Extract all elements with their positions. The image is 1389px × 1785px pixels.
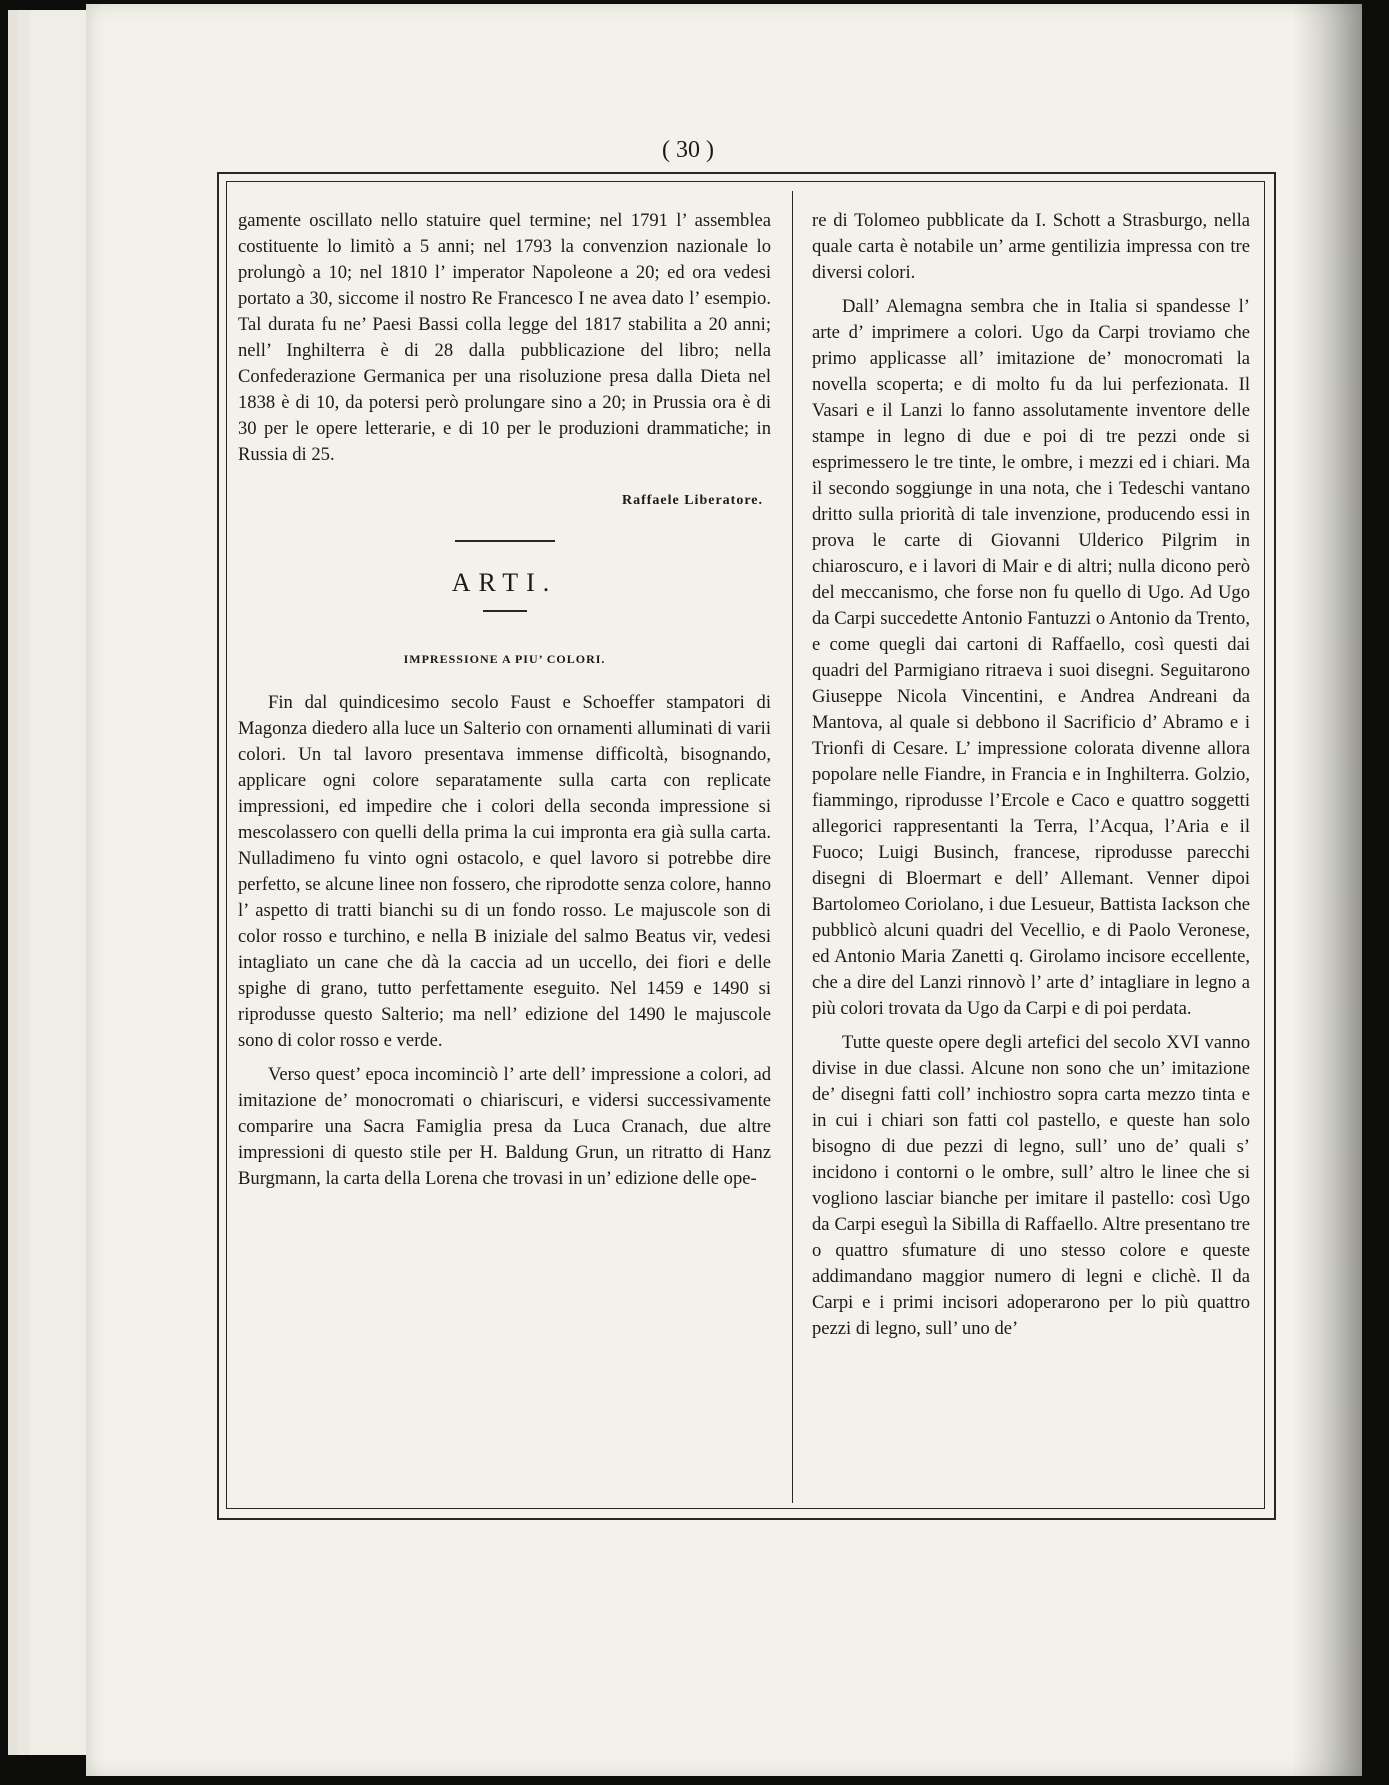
page-edge bbox=[30, 10, 91, 1755]
article-subtitle: IMPRESSIONE A PIU’ COLORI. bbox=[403, 652, 606, 666]
right-column bbox=[812, 208, 1250, 1350]
title-divider bbox=[483, 610, 527, 612]
paragraph: Fin dal quindicesimo secolo Faust e Schoeffer stampatori di Magonza diedero alla luce un Salterio con ornamenti alluminati di varii colori. Un tal lavoro presentava immense difficoltà, bisognando, applicare ogni colore separatamente sulla carta con replicate impressioni, ed impedire che i colori della seconda impressione si mescolassero con quelli della prima la cui impronta era già sulla carta. Nulladimeno fu vinto ogni ostacolo, e quel lavoro si potrebbe dire perfetto, se alcune linee non fossero, che riprodotte senza colore, hanno l’ aspetto di tratti bianchi su di un fondo rosso. Le majuscole son di color rosso e turchino, e nella B iniziale del salmo Beatus vir, vedesi intagliato un cane che dà la caccia ad un uccello, dei fiori e delle spighe di grano, tutto perfettamente eseguito. Nel 1459 e 1490 si riprodusse questo Salterio; ma nell’ edizione del 1490 le majuscole sono di color rosso e verde. bbox=[238, 692, 771, 1051]
paragraph: Tutte queste opere degli artefici del secolo XVI vanno divise in due classi. Alcune non sono che un’ imitazione de’ disegni fatti coll’ inchiostro sopra carta mezzo tinta e in cui i chiari son fatti col pastello, e queste han solo bisogno di due pezzi di legno, sull’ uno de’ quali s’ incidono i contorni o le ombre, sull’ altro le linee che si vogliono lasciar bianche per imitare il pastello: così Ugo da Carpi eseguì la Sibilla di Raffaello. Altre presentano tre o quattro sfumature di uno stesso colore e queste addimandano maggior numero di legni e clichè. Il da Carpi e i primi incisori adoperarono per lo più quattro pezzi di legno, sull’ uno de’ bbox=[812, 1032, 1250, 1339]
section-divider bbox=[455, 540, 555, 542]
author-signature: Raffaele Liberatore. bbox=[621, 493, 763, 508]
section-title: ARTI. bbox=[451, 568, 558, 597]
left-column bbox=[238, 208, 771, 1200]
paragraph: gamente oscillato nello statuire quel termine; nel 1791 l’ assemblea costituente lo limitò a 5 anni; nel 1793 la convenzion nazionale lo prolungò a 10; nel 1810 l’ imperator Napoleone a 20; ed ora vedesi portato a 30, siccome il nostro Re Francesco I ne avea dato l’ esempio. Tal durata fu ne’ Paesi Bassi colla legge del 1817 stabilita a 20 anni; nell’ Inghilterra è di 28 dalla pubblicazione del libro; nella Confederazione Germanica per una risoluzione presa dalla Dieta nel 1838 è di 10, da potersi però prolungare sino a 20; in Prussia ora è di 30 per le opere letterarie, e di 10 per le produzioni drammatiche; in Russia di 25. bbox=[238, 210, 771, 465]
page-number: ( 30 ) bbox=[662, 137, 714, 163]
page-gutter-shadow bbox=[1292, 4, 1362, 1776]
paragraph: Dall’ Alemagna sembra che in Italia si spandesse l’ arte d’ imprimere a colori. Ugo da Carpi troviamo che primo applicasse all’ imitazione de’ monocromati la novella scoperta; e di molto fu da lui perfezionata. Il Vasari e il Lanzi lo fanno assolutamente inventore delle stampe in legno di due e poi di tre pezzi onde si esprimessero le tre tinte, le ombre, i mezzi ed i chiari. Ma il secondo soggiunge in una nota, che i Tedeschi vantano dritto sulla priorità di tale invenzione, producendo essi in prova le carte di Giovanni Ulderico Pilgrim in chiaroscuro, e i lavori di Mair e di altri; nulla dicono però del meccanismo, che forse non fu quello di Ugo. Ad Ugo da Carpi succedette Antonio Fantuzzi o Antonio da Trento, e come quegli dai cartoni di Raffaello, così questi dai quadri del Parmigiano ritraeva i suoi disegni. Seguitarono Giuseppe Nicola Vincentini, e Andrea Andreani da Mantova, al quale si debbono il Sacrificio d’ Abramo e i Trionfi di Cesare. L’ impressione colorata divenne allora popolare nelle Fiandre, in Francia e in Inghilterra. Golzio, fiammingo, riprodusse l’Ercole e Caco e quattro soggetti allegorici rappresentanti la Terra, l’Acqua, l’Aria e il Fuoco; Luigi Businch, francese, riprodusse parecchi disegni di Bloermart e dell’ Allemant. Venner dipoi Bartolomeo Coriolano, i due Lesueur, Battista Iackson che pubblicò alcuni quadri del Vecellio, e di Paolo Veronese, ed Antonio Maria Zanetti q. Girolamo incisore eccellente, che a dire del Lanzi rinnovò l’ arte d’ intagliare in legno a più colori trovata da Ugo da Carpi e di poi perdata. bbox=[812, 296, 1250, 1019]
column-rule bbox=[792, 191, 793, 1503]
paragraph: Verso quest’ epoca incominciò l’ arte dell’ impressione a colori, ad imitazione de’ monocromati o chiariscuri, e vidersi successivamente comparire una Sacra Famiglia presa da Luca Cranach, due altre impressioni di questo stile per H. Baldung Grun, un ritratto di Hanz Burgmann, la carta della Lorena che trovasi in un’ edizione delle ope- bbox=[238, 1064, 771, 1189]
paragraph: re di Tolomeo pubblicate da I. Schott a Strasburgo, nella quale carta è notabile un’ arme gentilizia impressa con tre diversi colori. bbox=[812, 210, 1250, 283]
